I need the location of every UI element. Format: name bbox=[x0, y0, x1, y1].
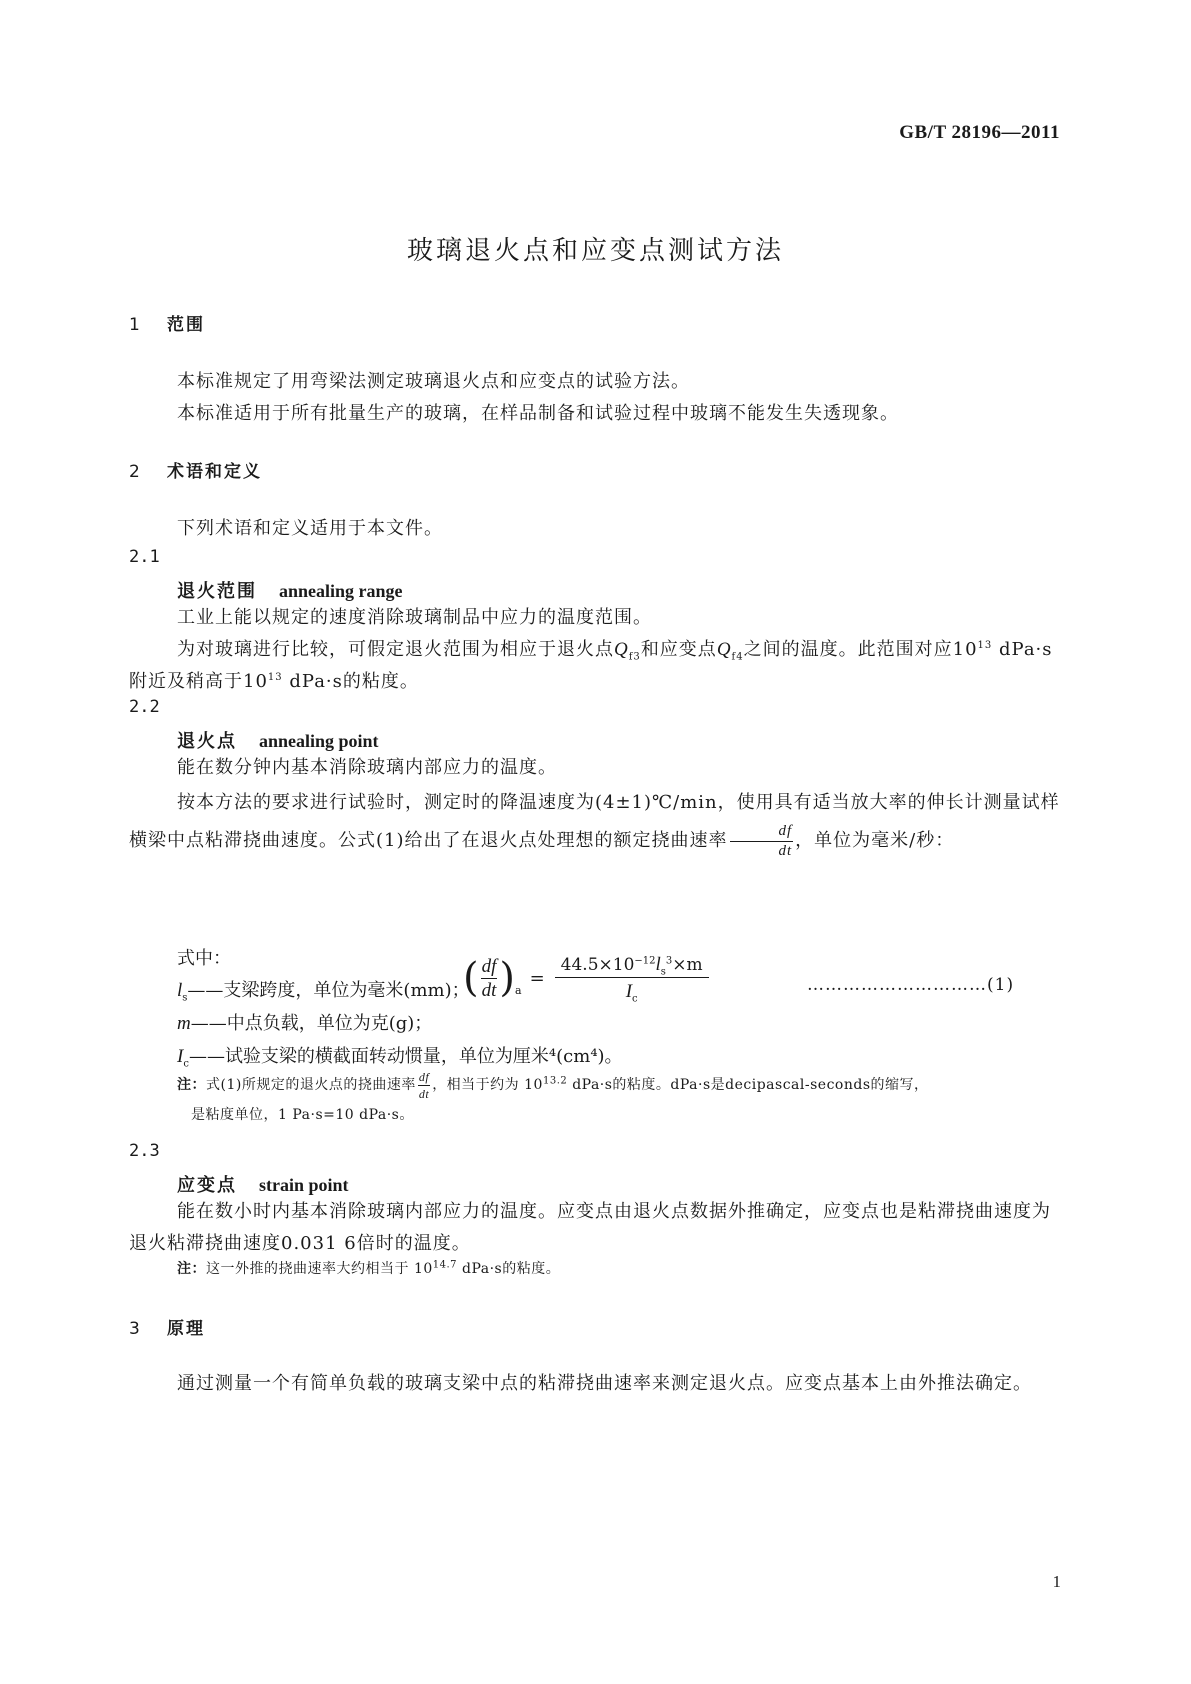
section-name: 术语和定义 bbox=[167, 462, 262, 482]
term-definition: 能在数小时内基本消除玻璃内部应力的温度。应变点由退火点数据外推确定，应变点也是粘滞挠曲速度为退火粘滞挠曲速度0.031 6倍时的温度。 bbox=[129, 1201, 1051, 1254]
term-note-paragraph: 为对玻璃进行比较，可假定退火范围为相应于退火点$Q_{f3}$和应变点$Q_{f4}$之间的温度。此范围对应$10^{13}$ dPa·s附近及稍高于$10^{13}$ dPa·s的粘度。 bbox=[129, 639, 1053, 692]
term-heading bbox=[177, 727, 379, 753]
page-number: 1 bbox=[1052, 1572, 1061, 1591]
section-number: 1 bbox=[129, 315, 140, 335]
section-number: 2 bbox=[129, 462, 140, 482]
standard-number: GB/T 28196—2011 bbox=[899, 122, 1060, 143]
section-name: 原理 bbox=[167, 1319, 205, 1339]
term-definition: 工业上能以规定的速度消除玻璃制品中应力的温度范围。 bbox=[177, 607, 652, 628]
where-label: 式中： bbox=[177, 948, 231, 969]
document-title: 玻璃退火点和应变点测试方法 bbox=[406, 236, 784, 266]
term-explanation: 按本方法的要求进行试验时，测定时的降温速度为(4±1)℃/min，使用具有适当放大率的伸长计测量试样横梁中点粘滞挠曲速度。公式(1)给出了在退火点处理想的额定挠曲速率 $\frac{df}{dt}$ ，单位为毫米/秒： bbox=[129, 792, 1060, 859]
variable-ic: $I_c——$试验支梁的横截面转动惯量，单位为厘米⁴(cm⁴)。 bbox=[177, 1046, 623, 1070]
note-1: 注：式(1)所规定的退火点的挠曲速率 $\frac{df}{dt}$ ，相当于约为 $10^{13.2}$ dPa·s的粘度。dPa·s是decipascal-seconds的缩写， 是粘度单位，1 Pa·s=10 dPa·s。 bbox=[177, 1069, 929, 1123]
scope-paragraph-2: 本标准适用于所有批量生产的玻璃，在样品制备和试验过程中玻璃不能发生失透现象。 bbox=[177, 403, 899, 424]
term-number: 2.1 bbox=[129, 547, 160, 567]
term-chinese: 应变点 bbox=[177, 1175, 237, 1196]
section-2-heading bbox=[129, 457, 262, 482]
variable-ls: $l_s——$支梁跨度，单位为毫米(mm)； bbox=[177, 980, 470, 1004]
note-2: 注：这一外推的挠曲速率大约相当于 $10^{14.7}$ dPa·s的粘度。 bbox=[177, 1259, 561, 1277]
variable-m: m——中点负载，单位为克(g)； bbox=[177, 1013, 433, 1034]
section-number: 3 bbox=[129, 1319, 140, 1339]
term-definition: 能在数分钟内基本消除玻璃内部应力的温度。 bbox=[177, 757, 557, 778]
term-chinese: 退火点 bbox=[177, 731, 237, 752]
equation-number: …………………………(1) bbox=[807, 975, 1015, 995]
terms-intro: 下列术语和定义适用于本文件。 bbox=[177, 518, 443, 539]
term-english: annealing range bbox=[279, 581, 403, 601]
term-english: annealing point bbox=[259, 731, 379, 751]
equation-1: ( $\frac{df}{dt}$ ) a = $\frac{44.5\times 10^{-12}l_s^3\times m}{I_c}$ bbox=[463, 955, 711, 1001]
section-3-heading bbox=[129, 1314, 205, 1339]
term-english: strain point bbox=[259, 1175, 349, 1195]
term-chinese: 退火范围 bbox=[177, 581, 257, 602]
principle-paragraph: 通过测量一个有简单负载的玻璃支梁中点的粘滞挠曲速率来测定退火点。应变点基本上由外推法确定。 bbox=[177, 1373, 1032, 1394]
section-1-heading bbox=[129, 310, 205, 335]
variable-list bbox=[177, 974, 623, 1073]
scope-paragraph-1: 本标准规定了用弯梁法测定玻璃退火点和应变点的试验方法。 bbox=[177, 371, 690, 392]
section-name: 范围 bbox=[167, 315, 205, 335]
term-heading bbox=[177, 577, 403, 603]
fraction-df-dt: $\frac{df}{dt}$ bbox=[730, 824, 794, 859]
term-number: 2.2 bbox=[129, 697, 160, 717]
term-heading bbox=[177, 1171, 349, 1197]
term-number: 2.3 bbox=[129, 1141, 160, 1161]
